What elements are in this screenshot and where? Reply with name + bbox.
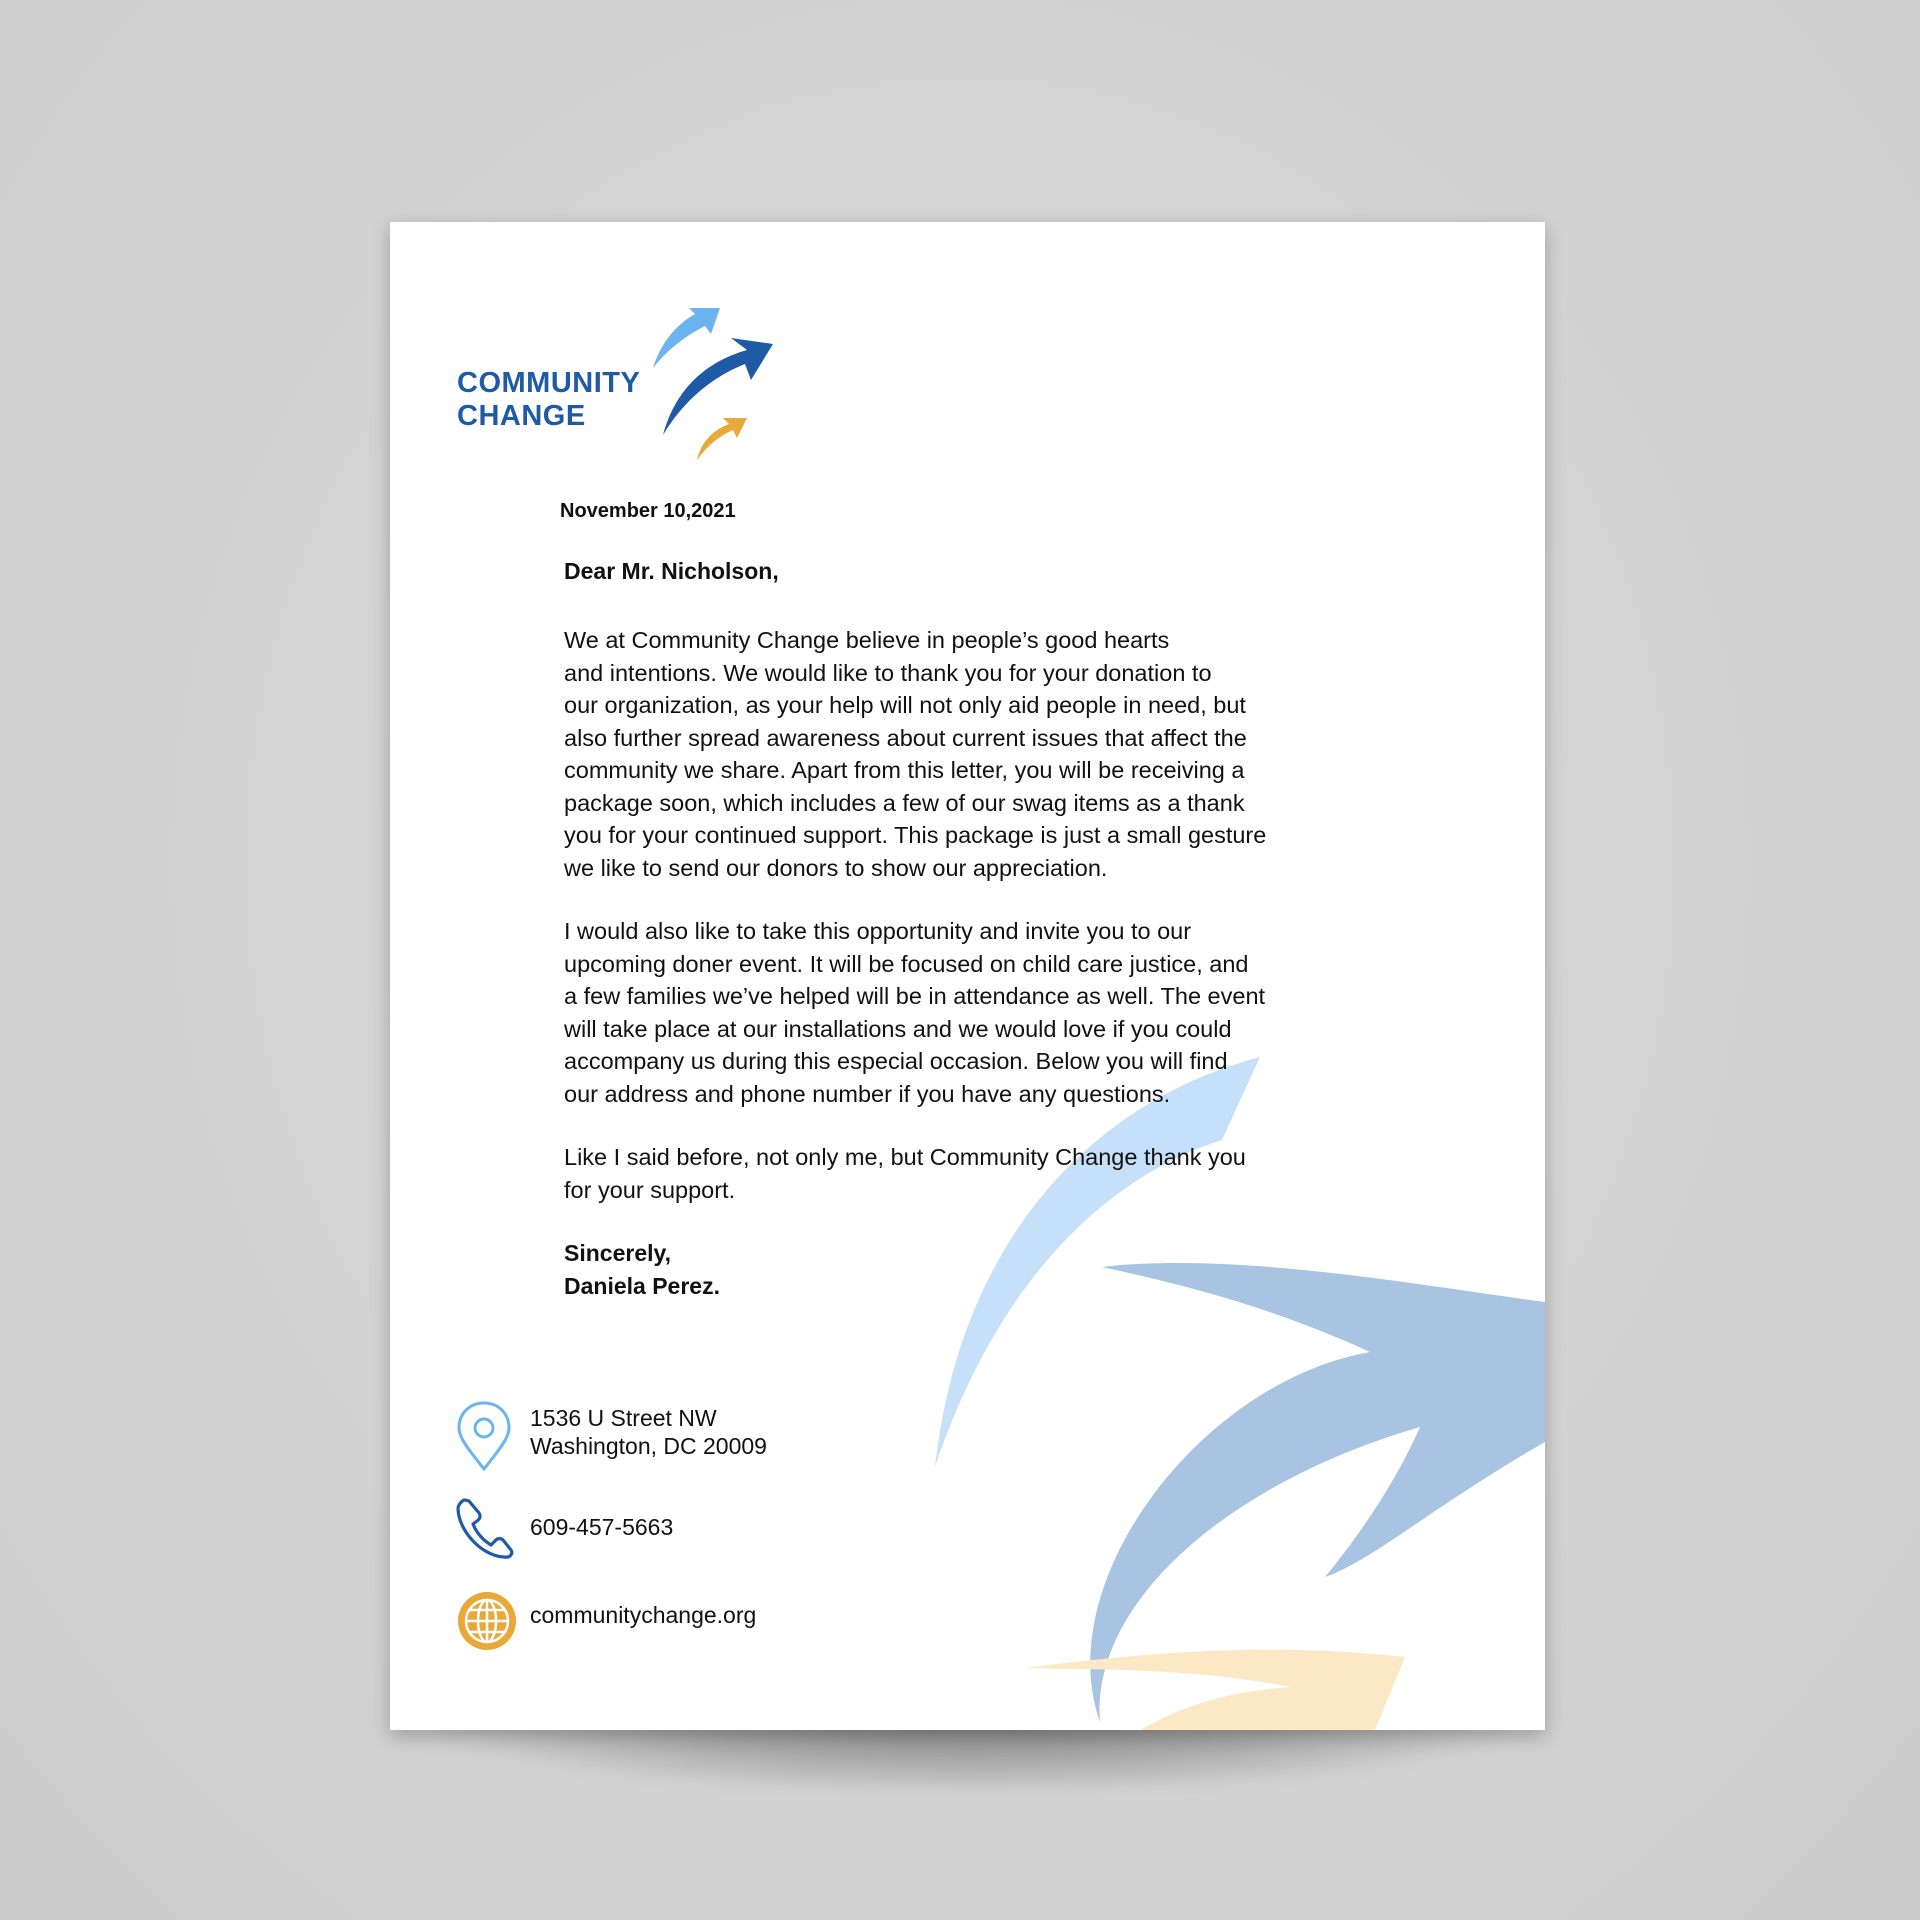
- website-link[interactable]: communitychange.org: [530, 1602, 757, 1628]
- paragraph-line: package soon, which includes a few of our swag items as a thank: [564, 789, 1245, 816]
- address-text: [530, 1404, 767, 1460]
- paragraph-line: accompany us during this especial occasion. Below you will find: [564, 1048, 1228, 1074]
- paragraph-line: you for your continued support. This package is just a small gesture: [564, 822, 1267, 848]
- logo-gold-arrow: [697, 418, 747, 460]
- paragraph-line: We at Community Change believe in people’s good hearts: [564, 627, 1170, 653]
- logo-line-community: COMMUNITY: [457, 367, 641, 399]
- location-pin-icon: [455, 1400, 513, 1472]
- paragraph-line: for your support.: [564, 1176, 736, 1203]
- paragraph-line: also further spread awareness about current issues that affect the: [564, 724, 1247, 751]
- logo-line-change: CHANGE: [457, 400, 586, 432]
- paragraph-line: we like to send our donors to show our appreciation.: [564, 854, 1108, 881]
- letter-salutation: Dear Mr. Nicholson,: [564, 558, 779, 584]
- letter-date: November 10,2021: [560, 500, 736, 522]
- letter-paragraph-3: [564, 1141, 1394, 1206]
- closing-text: Sincerely,: [564, 1240, 671, 1266]
- logo-light-blue-arrow: [653, 308, 720, 368]
- paragraph-line: will take place at our installations and we would love if you could: [564, 1015, 1232, 1042]
- signature-name: Daniela Perez.: [564, 1273, 720, 1299]
- paragraph-line: our organization, as your help will not only aid people in need, but: [564, 692, 1246, 718]
- letter-paragraph-2: [564, 915, 1394, 1110]
- paragraph-line: and intentions. We would like to thank you for your donation to: [564, 659, 1212, 686]
- paragraph-line: I would also like to take this opportunity and invite you to our: [564, 918, 1192, 944]
- logo-wordmark: [457, 367, 640, 433]
- paragraph-line: Like I said before, not only me, but Community Change thank you: [564, 1144, 1246, 1170]
- letter-signoff: [564, 1237, 720, 1303]
- paragraph-line: upcoming doner event. It will be focused on child care justice, and: [564, 950, 1249, 977]
- gold-swoosh: [1025, 1650, 1405, 1730]
- light-blue-swoosh: [935, 1057, 1260, 1467]
- logo-dark-blue-arrow: [663, 338, 773, 435]
- address-line-1: 1536 U Street NW: [530, 1405, 717, 1431]
- letter-paragraph-1: [564, 624, 1394, 884]
- phone-icon: [455, 1497, 515, 1559]
- letterhead-page: [390, 222, 1545, 1730]
- paragraph-line: community we share. Apart from this letter, you will be receiving a: [564, 757, 1245, 783]
- globe-icon: [455, 1589, 519, 1653]
- address-line-2: Washington, DC 20009: [530, 1433, 767, 1459]
- paragraph-line: our address and phone number if you have any questions.: [564, 1080, 1171, 1107]
- phone-text[interactable]: 609-457-5663: [530, 1514, 674, 1540]
- paragraph-line: a few families we’ve helped will be in attendance as well. The event: [564, 983, 1266, 1009]
